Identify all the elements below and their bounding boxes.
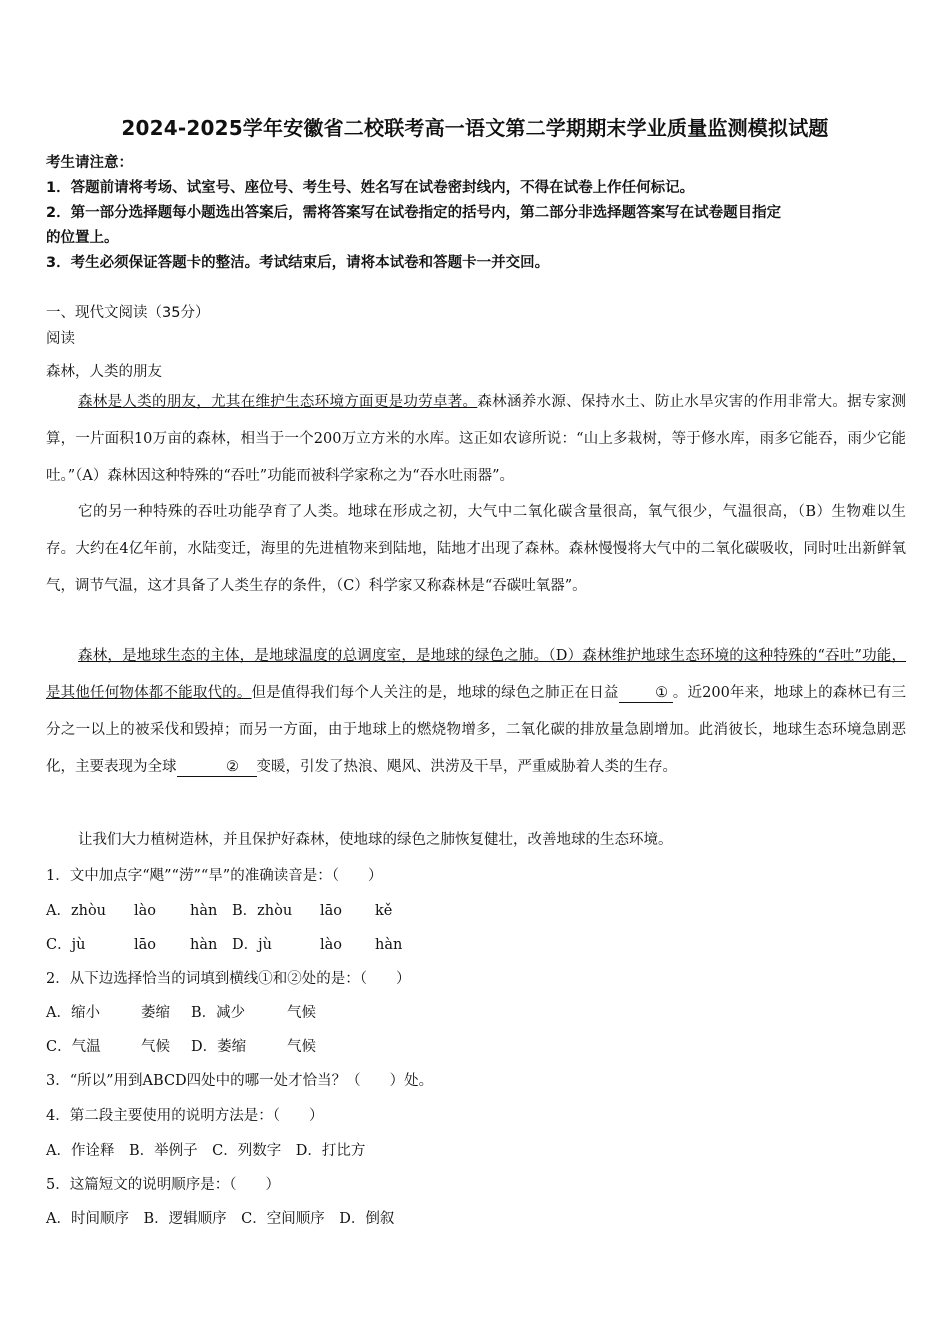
option-text: lāo bbox=[134, 937, 157, 953]
question-5: 5．这篇短文的说明顺序是：（ ） bbox=[46, 1177, 280, 1193]
essay-paragraph-3 bbox=[46, 638, 906, 786]
option-text: A．缩小 bbox=[46, 1005, 100, 1021]
underlined-sentence: 森林，是地球生态的主体，是地球温度的总调度室，是地球的绿色之肺。（D）森林维护地球生态环境的这种特殊的“吞吐”功能，是其他任何物体都不能取代的。 bbox=[46, 648, 906, 701]
question-2-options-cd bbox=[46, 1035, 316, 1056]
option-text: lào bbox=[320, 937, 343, 953]
question-4: 4．第二段主要使用的说明方法是：（ ） bbox=[46, 1108, 324, 1124]
option-text: C．气温 bbox=[46, 1039, 101, 1055]
section-heading: 一、现代文阅读（35分） bbox=[46, 305, 210, 321]
essay-paragraph-4: 让我们大力植树造林，并且保护好森林，使地球的绿色之肺恢复健壮，改善地球的生态环境。 bbox=[78, 832, 673, 848]
option-text: hàn bbox=[190, 903, 218, 919]
option-text: D．jù bbox=[232, 937, 272, 953]
blank-1: ① bbox=[619, 684, 673, 703]
paragraph-text: 变暖，引发了热浪、飓风、洪涝及干旱，严重威胁着人类的生存。 bbox=[256, 759, 677, 775]
option-text: 气候 bbox=[287, 1005, 316, 1021]
question-1-options-cd bbox=[46, 933, 402, 954]
option-text: B．zhòu bbox=[232, 903, 293, 919]
question-4-options: A．作诠释 B．举例子 C．列数字 D．打比方 bbox=[46, 1143, 366, 1159]
underlined-sentence: 森林是人类的朋友，尤其在维护生态环境方面更是功劳卓著。 bbox=[78, 394, 478, 410]
question-1-options-ab bbox=[46, 899, 392, 920]
notice-heading: 考生请注意： bbox=[46, 155, 133, 171]
exam-title: 2024-2025学年安徽省二校联考高一语文第二学期期末学业质量监测模拟试题 bbox=[121, 116, 829, 140]
option-text: hàn bbox=[375, 937, 403, 953]
option-text: lāo bbox=[320, 903, 343, 919]
option-text: B．减少 bbox=[191, 1005, 246, 1021]
section-sub: 阅读 bbox=[46, 331, 75, 347]
paragraph-text: 森林涵养水源、保持水土、防止水旱灾害的作用非常大。据专家测算，一片面积10万亩的森林，相当于一个200万立方米的水库。这正如农谚所说：“山上多栽树，等于修水库，雨多它能吞，雨少它能吐。”（A）森林因这种特殊的“吞吐”功能而被科学家称之为“吞水吐雨器”。 bbox=[46, 394, 907, 484]
essay-paragraph-2: 它的另一种特殊的吞吐功能孕育了人类。地球在形成之初，大气中二氧化碳含量很高，氧气很少，气温很高，（B）生物难以生存。大约在4亿年前，水陆变迁，海里的先进植物来到陆地，陆地才出现了森林。森林慢慢将大气中的二氧化碳吸收，同时吐出新鲜氧气，调节气温，这才具备了人类生存的条件，（C）科学家又称森林是“吞碳吐氧器”。 bbox=[46, 504, 906, 594]
option-text: 萎缩 bbox=[141, 1005, 170, 1021]
notice-item-1: 1．答题前请将考场、试室号、座位号、考生号、姓名写在试卷密封线内，不得在试卷上作任何标记。 bbox=[46, 180, 695, 196]
notice-item-3: 3．考生必须保证答题卡的整洁。考试结束后，请将本试卷和答题卡一并交回。 bbox=[46, 255, 550, 271]
question-2: 2．从下边选择恰当的词填到横线①和②处的是：（ ） bbox=[46, 971, 411, 987]
option-text: 气候 bbox=[287, 1039, 316, 1055]
essay-title: 森林，人类的朋友 bbox=[46, 364, 162, 380]
option-text: D．萎缩 bbox=[191, 1039, 247, 1055]
notice-item-2b: 的位置上。 bbox=[46, 230, 119, 246]
question-5-options: A．时间顺序 B．逻辑顺序 C．空间顺序 D．倒叙 bbox=[46, 1211, 395, 1227]
question-1: 1．文中加点字“飓”“涝”“旱”的准确读音是：（ ） bbox=[46, 868, 383, 884]
essay-paragraph-1 bbox=[46, 384, 906, 495]
paragraph-text: 但是值得我们每个人关注的是，地球的绿色之肺正在日益 bbox=[251, 685, 619, 701]
option-text: C．jù bbox=[46, 937, 86, 953]
option-text: lào bbox=[134, 903, 157, 919]
option-text: 气候 bbox=[141, 1039, 170, 1055]
question-3: 3．“所以”用到ABCD四处中的哪一处才恰当？（ ）处。 bbox=[46, 1073, 434, 1089]
paragraph-text: 。近200年来，地球上的森林已有三分之一以上的被采伐和毁掉；而另一方面，由于地球上的燃烧物增多，二氧化碳的排放量急剧增加。此消彼长，地球生态环境急剧恶化，主要表现为全球 bbox=[46, 685, 906, 775]
question-2-options-ab bbox=[46, 1001, 316, 1022]
option-text: A．zhòu bbox=[46, 903, 107, 919]
notice-block bbox=[46, 151, 906, 276]
option-text: hàn bbox=[190, 937, 218, 953]
notice-item-2a: 2．第一部分选择题每小题选出答案后，需将答案写在试卷指定的括号内，第二部分非选择题答案写在试卷题目指定 bbox=[46, 205, 782, 221]
blank-2: ② bbox=[177, 758, 257, 777]
option-text: kě bbox=[375, 903, 393, 919]
